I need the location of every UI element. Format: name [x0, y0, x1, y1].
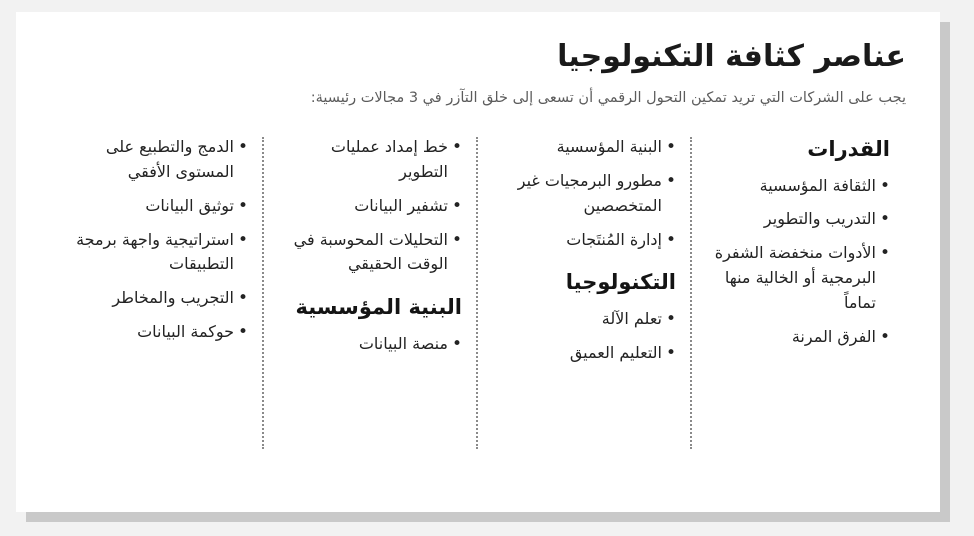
page-subtitle: يجب على الشركات التي تريد تمكين التحول الرقمي أن تسعى إلى خلق التآزر في 3 مجالات رئيسية:: [310, 89, 906, 106]
column-integration: [50, 135, 264, 455]
list-item: • الدمج والتطبيع على المستوى الأفقي: [66, 135, 248, 185]
list-item: • تشفير البيانات: [280, 194, 462, 219]
column-heading-technology: التكنولوجيا: [565, 270, 676, 295]
infographic-card: [16, 12, 940, 512]
page-title: عناصر كثافة التكنولوجيا: [557, 39, 906, 74]
list-item: • التجريب والمخاطر: [66, 286, 248, 311]
list-item: • إدارة المُنتَجات: [494, 228, 676, 253]
list-item: • خط إمداد عمليات التطوير: [280, 135, 462, 185]
column-enterprise-architecture: [264, 135, 478, 455]
list-item: • الأدوات منخفضة الشفرة البرمجية أو الخالية منها تماماً: [708, 241, 890, 315]
technology-top-list: [494, 135, 676, 252]
column-capabilities: [692, 135, 906, 455]
column-heading-capabilities: القدرات: [807, 137, 890, 162]
technology-bottom-list: [494, 307, 676, 366]
list-item: • تعلم الآلة: [494, 307, 676, 332]
capabilities-list: [708, 174, 890, 350]
integration-list: [66, 135, 248, 345]
list-item: • استراتيجية واجهة برمجة التطبيقات: [66, 228, 248, 278]
list-item: • الثقافة المؤسسية: [708, 174, 890, 199]
list-item: • التحليلات المحوسبة في الوقت الحقيقي: [280, 228, 462, 278]
list-item: • مطورو البرمجيات غير المتخصصين: [494, 169, 676, 219]
list-item: • البنية المؤسسية: [494, 135, 676, 160]
list-item: • التدريب والتطوير: [708, 207, 890, 232]
column-heading-enterprise-architecture: البنية المؤسسية: [295, 295, 462, 320]
list-item: • توثيق البيانات: [66, 194, 248, 219]
list-item: • منصة البيانات: [280, 332, 462, 357]
enterprise-architecture-top-list: [280, 135, 462, 277]
list-item: • التعليم العميق: [494, 341, 676, 366]
column-technology: [478, 135, 692, 455]
card-header: [50, 38, 906, 109]
list-item: • الفرق المرنة: [708, 325, 890, 350]
enterprise-architecture-bottom-list: [280, 332, 462, 357]
list-item: • حوكمة البيانات: [66, 320, 248, 345]
columns-container: [50, 135, 906, 455]
